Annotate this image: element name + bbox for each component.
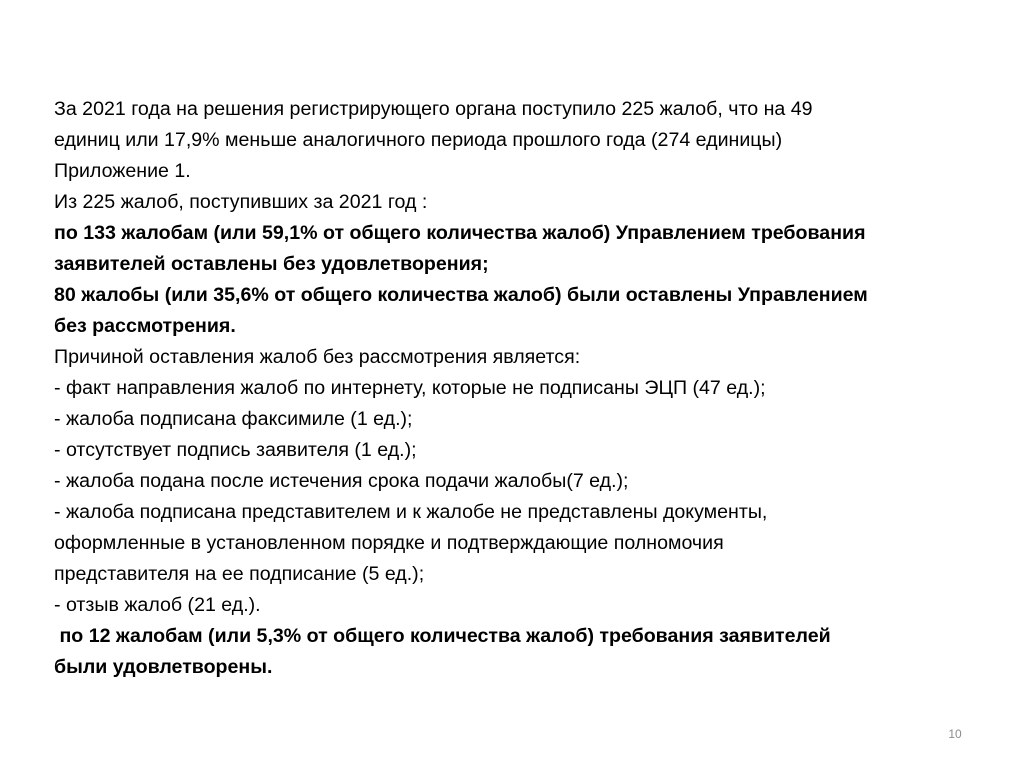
bold-text-line: были удовлетворены. [54, 656, 273, 678]
text-line: единиц или 17,9% меньше аналогичного периода прошлого года (274 единицы) [54, 129, 783, 151]
bold-text-line: заявителей оставлены без удовлетворения; [54, 253, 489, 275]
slide-text-body [54, 94, 1004, 683]
list-item: - отзыв жалоб (21 ед.). [54, 594, 261, 616]
bold-text-line: по 12 жалобам (или 5,3% от общего количества жалоб) требования заявителей [54, 625, 831, 647]
text-line: Из 225 жалоб, поступивших за 2021 год : [54, 191, 428, 213]
list-item-continuation: оформленные в установленном порядке и подтверждающие полномочия [54, 532, 724, 554]
text-line: Приложение 1. [54, 160, 191, 182]
page-number: 10 [948, 727, 962, 741]
bold-text-line: 80 жалобы (или 35,6% от общего количества жалоб) были оставлены Управлением [54, 284, 868, 306]
text-line: Причиной оставления жалоб без рассмотрения является: [54, 346, 581, 368]
list-item: - жалоба подписана факсимиле (1 ед.); [54, 408, 413, 430]
list-item: - жалоба подана после истечения срока подачи жалобы(7 ед.); [54, 470, 629, 492]
list-item: - отсутствует подпись заявителя (1 ед.); [54, 439, 417, 461]
bold-text-line: по 133 жалобам (или 59,1% от общего количества жалоб) Управлением требования [54, 222, 866, 244]
list-item-continuation: представителя на ее подписание (5 ед.); [54, 563, 425, 585]
text-line: За 2021 года на решения регистрирующего органа поступило 225 жалоб, что на 49 [54, 98, 813, 120]
list-item: - факт направления жалоб по интернету, которые не подписаны ЭЦП (47 ед.); [54, 377, 766, 399]
list-item: - жалоба подписана представителем и к жалобе не представлены документы, [54, 501, 768, 523]
bold-text-line: без рассмотрения. [54, 315, 236, 337]
